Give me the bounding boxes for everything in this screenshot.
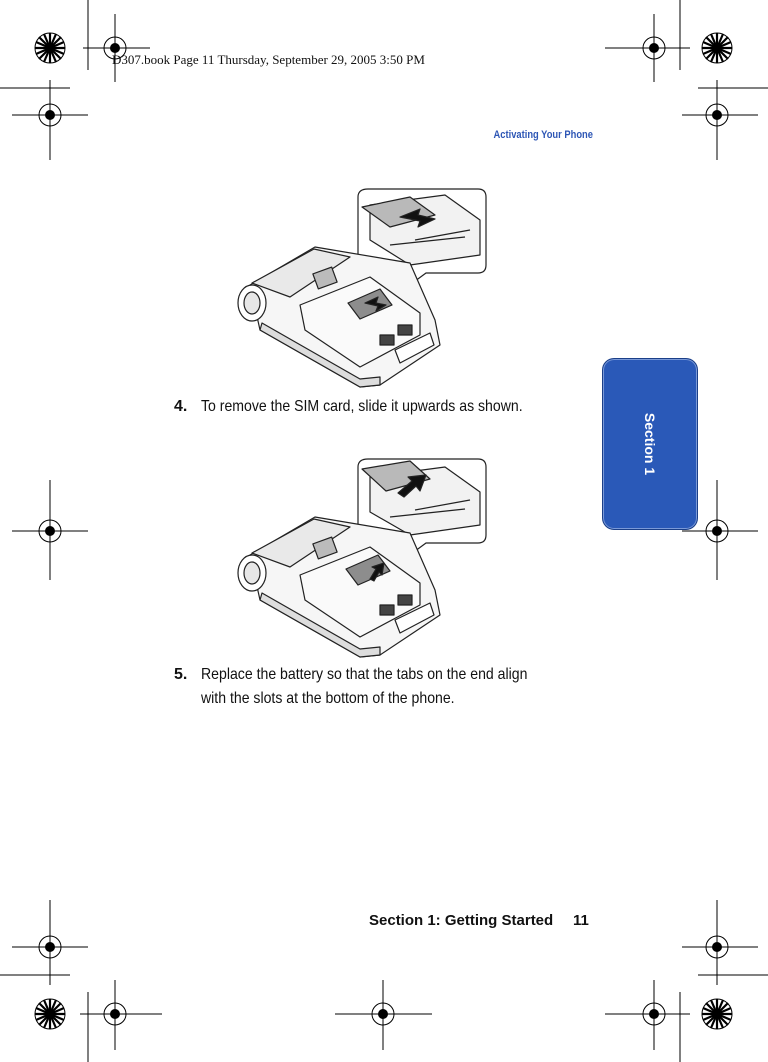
starburst-bottom-right bbox=[702, 999, 732, 1029]
step-4-text: To remove the SIM card, slide it upwards as shown. bbox=[201, 398, 523, 415]
section-tab bbox=[602, 358, 698, 530]
footer-page-number: 11 bbox=[573, 912, 589, 929]
illustration-sim-removal bbox=[230, 455, 490, 660]
section-tab-label: Section 1 bbox=[642, 412, 658, 476]
step-5-text: Replace the battery so that the tabs on the end align with the slots at the bottom of the phone. bbox=[201, 666, 528, 707]
starburst-top-right bbox=[702, 33, 732, 63]
step-5-number: 5. bbox=[174, 666, 188, 683]
starburst-bottom-left bbox=[35, 999, 65, 1029]
step-4-number: 4. bbox=[174, 398, 188, 415]
starburst-top-left bbox=[35, 33, 65, 63]
running-head: Activating Your Phone bbox=[493, 129, 593, 141]
print-slug: D307.book Page 11 Thursday, September 29, 2005 3:50 PM bbox=[112, 52, 425, 67]
illustration-sim-inserted bbox=[230, 185, 490, 390]
footer-section-title: Section 1: Getting Started bbox=[369, 912, 554, 929]
